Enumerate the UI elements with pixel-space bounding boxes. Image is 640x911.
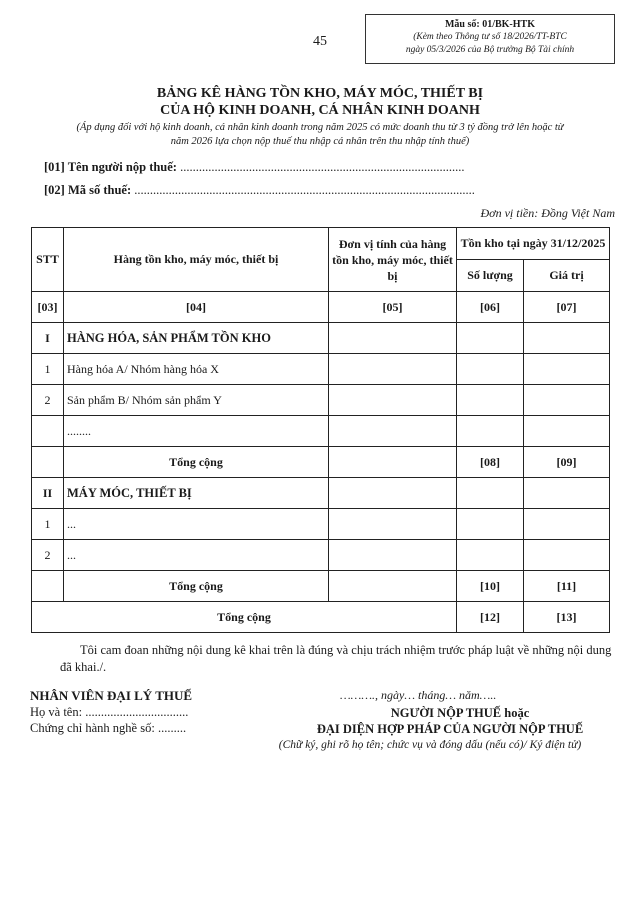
form-reference-line1: (Kèm theo Thông tư số 18/2026/TT-BTC [413, 32, 567, 42]
taxpayer-name-field [44, 160, 464, 175]
row-item: Hàng hóa A/ Nhóm hàng hóa X [64, 354, 329, 385]
tax-code-dots: ............................................................................................................. [134, 183, 475, 197]
grand-total-value: [13] [524, 602, 610, 633]
form-code: Mẫu số: 01/BK-HTK [444, 19, 535, 30]
section-1-total-value: [09] [524, 447, 610, 478]
row-stt: 1 [32, 354, 64, 385]
signature-instruction: (Chữ ký, ghi rõ họ tên; chức vụ và đóng dấu (nếu có)/ Ký điện tử) [278, 739, 582, 751]
currency-unit: Đơn vị tiền: Đồng Việt Nam [480, 206, 615, 220]
section-2-total-label: Tổng cộng [64, 571, 329, 602]
row-item: ... [64, 509, 329, 540]
section-2-total-row [32, 571, 610, 602]
section-2-header-row [32, 478, 610, 509]
table-row [32, 354, 610, 385]
representative-signature-title: ĐẠI DIỆN HỢP PHÁP CỦA NGƯỜI NỘP THUẾ [316, 722, 584, 736]
row-item: Sản phẩm B/ Nhóm sản phẩm Y [64, 385, 329, 416]
signature-date-line: ………., ngày… tháng… năm….. [340, 688, 497, 702]
section-1-total-qty: [08] [457, 447, 524, 478]
section-2-total-qty: [10] [457, 571, 524, 602]
code-cell: [07] [524, 292, 610, 323]
taxpayer-signature-title: NGƯỜI NỘP THUẾ hoặc [390, 706, 530, 720]
page-number: 45 [313, 34, 327, 49]
document-note-line2: năm 2026 lựa chọn nộp thuế thu nhập cá nhân trên thu nhập tính thuế) [170, 136, 470, 147]
inventory-table [31, 227, 610, 633]
section-2-title: MÁY MÓC, THIẾT BỊ [64, 478, 329, 509]
tax-agent-name: Họ và tên: ................................. [30, 705, 189, 719]
table-row [32, 509, 610, 540]
commitment-statement: Tôi cam đoan những nội dung kê khai trên là đúng và chịu trách nhiệm trước pháp luật về những nội dung đã khai./. [60, 643, 612, 674]
code-cell: [03] [32, 292, 64, 323]
form-reference-line2: ngày 05/3/2026 của Bộ trưởng Bộ Tài chính [405, 45, 575, 55]
table-row [32, 540, 610, 571]
table-row [32, 416, 610, 447]
code-cell: [05] [329, 292, 457, 323]
tax-code-field [44, 183, 475, 198]
header-quantity: Số lượng [457, 260, 524, 292]
row-stt: 1 [32, 509, 64, 540]
tax-agent-title: NHÂN VIÊN ĐẠI LÝ THUẾ [30, 688, 193, 703]
code-cell: [06] [457, 292, 524, 323]
taxpayer-name-dots: ........................................................................................... [180, 160, 465, 174]
header-item: Hàng tồn kho, máy móc, thiết bị [64, 228, 329, 292]
row-stt [32, 416, 64, 447]
tax-agent-certificate: Chứng chỉ hành nghề số: ......... [30, 721, 187, 735]
tax-code-label: [02] Mã số thuế: [44, 183, 132, 197]
section-2-total-value: [11] [524, 571, 610, 602]
code-cell: [04] [64, 292, 329, 323]
header-stt: STT [32, 228, 64, 292]
taxpayer-name-label: [01] Tên người nộp thuế: [44, 160, 177, 174]
form-code-box [365, 14, 615, 64]
header-value: Giá trị [524, 260, 610, 292]
row-item: ........ [64, 416, 329, 447]
section-1-total-label: Tổng cộng [64, 447, 329, 478]
row-stt: 2 [32, 540, 64, 571]
section-2-number: II [32, 478, 64, 509]
row-stt: 2 [32, 385, 64, 416]
header-unit: Đơn vị tính của hàng tồn kho, máy móc, thiết bị [329, 228, 457, 292]
section-1-header-row [32, 323, 610, 354]
section-1-number: I [32, 323, 64, 354]
row-item: ... [64, 540, 329, 571]
grand-total-qty: [12] [457, 602, 524, 633]
header-stock-date: Tồn kho tại ngày 31/12/2025 [457, 228, 610, 260]
section-1-total-row [32, 447, 610, 478]
document-note-line1: (Áp dụng đối với hộ kinh doanh, cá nhân kinh doanh trong năm 2025 có mức doanh thu từ 3 tỷ đồng trở lên hoặc từ [76, 122, 564, 133]
section-1-title: HÀNG HÓA, SẢN PHẨM TỒN KHO [64, 323, 329, 354]
grand-total-row [32, 602, 610, 633]
grand-total-label: Tổng cộng [32, 602, 457, 633]
table-row [32, 385, 610, 416]
code-row [32, 292, 610, 323]
document-title-line2: CỦA HỘ KINH DOANH, CÁ NHÂN KINH DOANH [160, 103, 480, 118]
document-title-line1: BẢNG KÊ HÀNG TỒN KHO, MÁY MÓC, THIẾT BỊ [156, 86, 484, 101]
